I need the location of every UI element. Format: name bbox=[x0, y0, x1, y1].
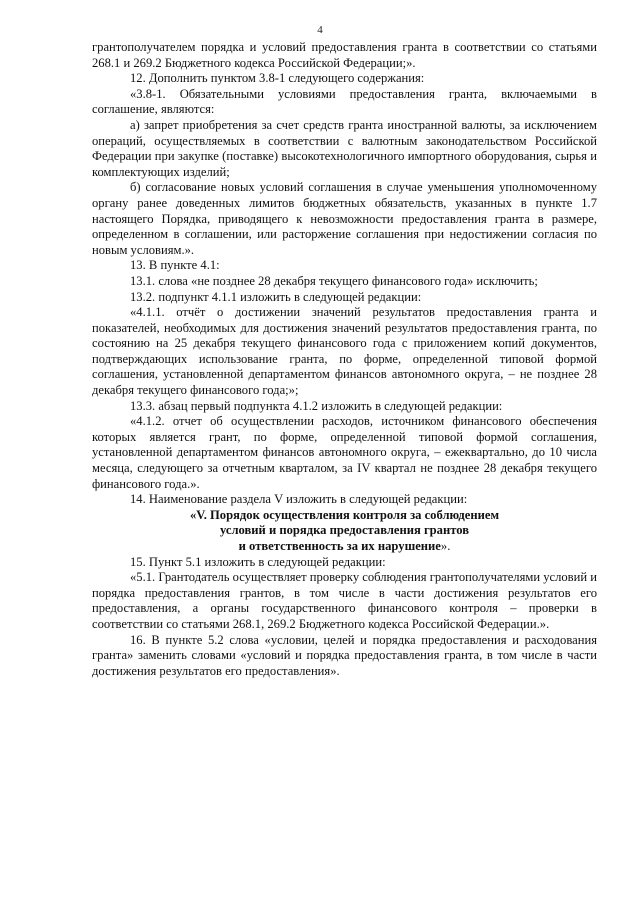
paragraph: грантополучателем порядка и условий предоставления гранта в соответствии со статьями 268.1 и 269.2 Бюджетного кодекса Российской Федерации;». bbox=[92, 40, 597, 70]
section-heading bbox=[92, 508, 597, 555]
paragraph: «4.1.1. отчёт о достижении значений результатов предоставления гранта и показателей, необходимых для достижения значений результатов предоставления гранта, по состоянию на 25 декабря текущего финансового года с приложением копий документов, подтверждающих использование гранта, по форме, определенной типовой формой соглашения, установленной департаментом финансов автономного округа, – не позднее 28 декабря текущего финансового года;»; bbox=[92, 305, 597, 398]
paragraph: 13.1. слова «не позднее 28 декабря текущего финансового года» исключить; bbox=[130, 273, 538, 288]
section-heading-closing: ». bbox=[440, 539, 451, 553]
paragraph: «4.1.2. отчет об осуществлении расходов, источником финансового обеспечения которых является грант, по форме, определенной типовой формой соглашения, установленной департаментом финансов автономного округа, – ежеквартально, до 10 числа месяца, следующего за отчетным кварталом, за IV квартал не позднее 28 декабря текущего финансового года.». bbox=[92, 414, 597, 491]
paragraph: 16. В пункте 5.2 слова «условии, целей и порядка предоставления и расходования гранта» заменить словами «условий и порядка предоставления гранта, в том числе в части достижения результатов его предоставления». bbox=[92, 632, 597, 678]
page-number: 4 bbox=[317, 24, 323, 36]
section-heading-line: «V. Порядок осуществления контроля за соблюдением bbox=[189, 507, 500, 522]
document-body bbox=[92, 40, 597, 679]
section-heading-line-text: и ответственность за их нарушение bbox=[238, 539, 441, 553]
section-heading-line bbox=[92, 539, 597, 555]
paragraph: 15. Пункт 5.1 изложить в следующей редакции: bbox=[130, 554, 386, 569]
paragraph: «3.8-1. Обязательными условиями предоставления гранта, включаемыми в соглашение, являются: bbox=[92, 86, 597, 117]
paragraph: 14. Наименование раздела V изложить в следующей редакции: bbox=[130, 492, 468, 507]
paragraph: «5.1. Грантодатель осуществляет проверку соблюдения грантополучателями условий и порядка предоставления грантов, в том числе в части достижения результатов его предоставления, а органы государственного финансового контроля – проверки в соответствии со статьями 268.1, 269.2 Бюджетного кодекса Российской Федерации.». bbox=[92, 570, 598, 631]
section-heading-line: условий и порядка предоставления грантов bbox=[219, 523, 470, 538]
paragraph: 12. Дополнить пунктом 3.8-1 следующего содержания: bbox=[130, 71, 425, 86]
paragraph: 13.3. абзац первый подпункта 4.1.2 изложить в следующей редакции: bbox=[130, 398, 503, 413]
paragraph: б) согласование новых условий соглашения в случае уменьшения уполномоченному органу ранее доведенных лимитов бюджетных обязательств, указанных в пункте 1.7 настоящего Порядка, приводящего к невозможности предоставления гранта в размере, определенном в соглашении, или расторжение соглашения при недостижении согласия по новым условиям.». bbox=[92, 180, 597, 257]
paragraph: 13. В пункте 4.1: bbox=[130, 258, 220, 273]
paragraph: 13.2. подпункт 4.1.1 изложить в следующей редакции: bbox=[130, 289, 422, 304]
paragraph: а) запрет приобретения за счет средств гранта иностранной валюты, за исключением операций, осуществляемых в соответствии с валютным законодательством Российской Федерации при закупке (поставке) высокотехнологичного импортного оборудования, сырья и комплектующих изделий; bbox=[92, 117, 597, 179]
